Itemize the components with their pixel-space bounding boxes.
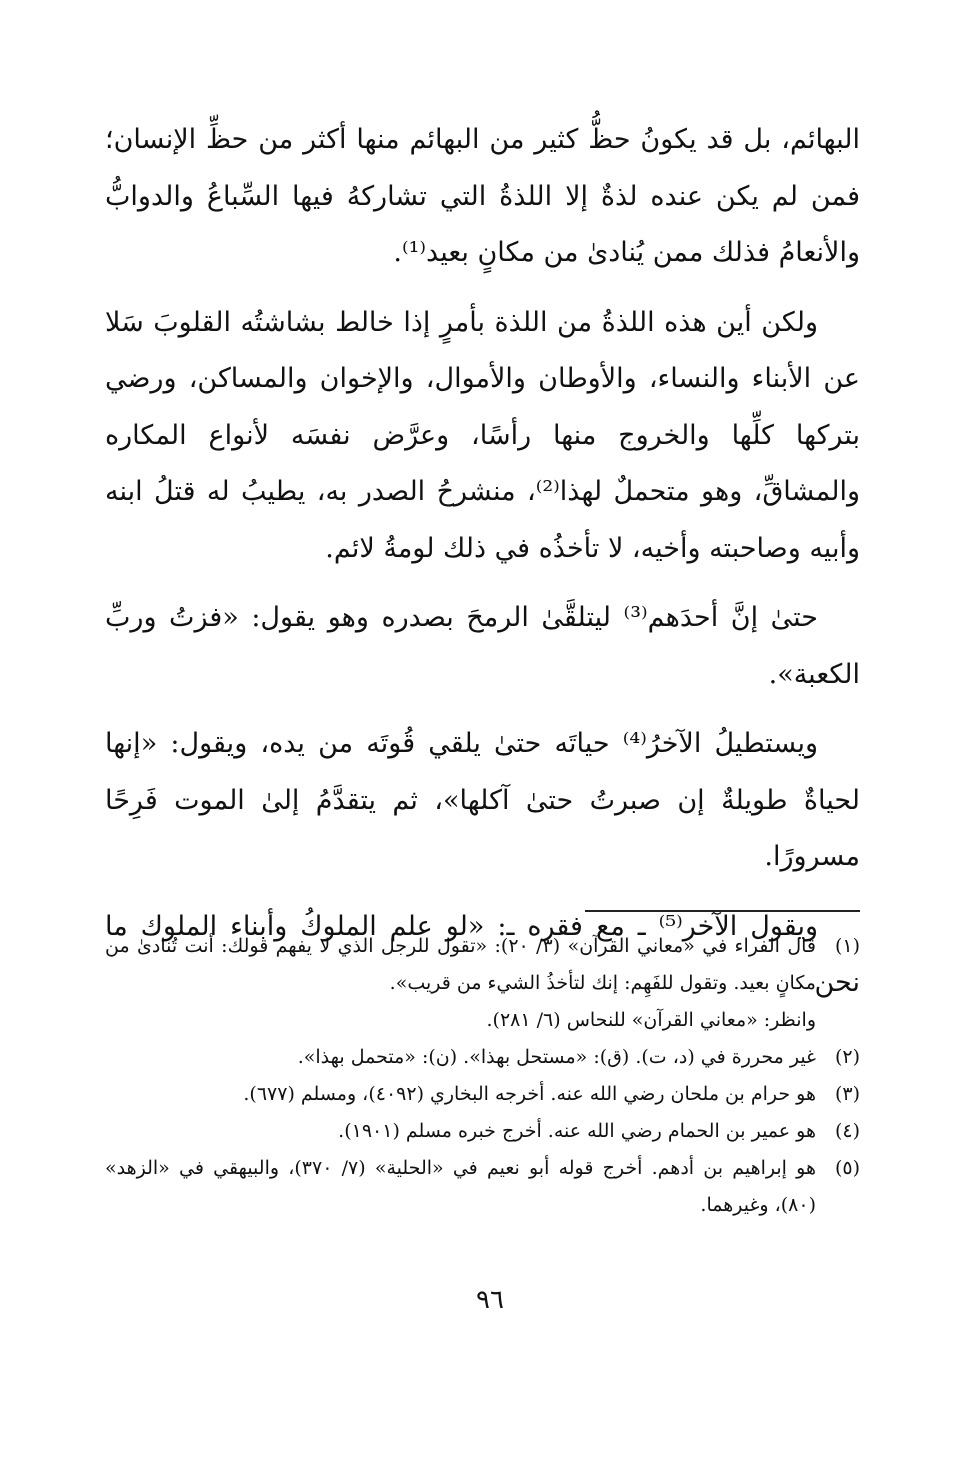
footnote-separator [585, 910, 860, 912]
footnote-line: هو حرام بن ملحان رضي الله عنه. أخرجه البخاري (٤٠٩٢)، ومسلم (٦٧٧). [243, 1083, 816, 1105]
footnote [105, 1076, 860, 1113]
footnote [105, 1150, 860, 1224]
paragraph: البهائم، بل قد يكونُ حظُّ كثير من البهائم منها أكثر من حظِّ الإنسان؛ فمن لم يكن عنده لذةٌ إلا اللذةُ التي تشاركهُ فيها السِّباعُ والدوابُّ والأنعامُ فذلك ممن يُنادىٰ من مكانٍ بعيد⁽¹⁾. [105, 124, 860, 268]
footnote-line: قال الفراء في «معاني القرآن» (٣/ ٢٠): «تقول للرجل الذي لا يفهم قولك: أنت تُنادىٰ من مكانٍ بعيد. وتقول للفَهِم: إنك لتأخذُ الشيء من قريب». [105, 935, 816, 994]
paragraph: ويستطيلُ الآخرُ⁽⁴⁾ حياتَه حتىٰ يلقي قُوتَه من يده، ويقول: «إنها لحياةٌ طويلةٌ إن صبرتُ حتىٰ آكلها»، ثم يتقدَّمُ إلىٰ الموت فَرِحًا مسرورًا. [105, 728, 860, 872]
footnote-text [105, 1150, 816, 1224]
footnote-line: هو إبراهيم بن أدهم. أخرج قوله أبو نعيم في «الحلية» (٧/ ٣٧٠)، والبيهقي في «الزهد» (٨٠)، وغيرهما. [105, 1157, 816, 1216]
footnote-line: هو عمير بن الحمام رضي الله عنه. أخرج خبره مسلم (١٩٠١). [338, 1120, 816, 1142]
footnote-number: (٥) [834, 1157, 860, 1179]
footnotes [105, 928, 860, 1224]
footnote-line: وانظر: «معاني القرآن» للنحاس (٦/ ٢٨١). [486, 1009, 816, 1031]
footnote-number: (١) [834, 935, 860, 957]
paragraph: ولكن أين هذه اللذةُ من اللذة بأمرٍ إذا خالط بشاشتُه القلوبَ سَلا عن الأبناء والنساء، والأوطان والأموال، والإخوان والمساكن، ورضي بتركها كلِّها والخروج منها رأسًا، وعرَّض نفسَه لأنواع المكاره والمشاقِّ، وهو متحملٌ لهذا⁽²⁾، منشرحُ الصدر به، يطيبُ له قتلُ ابنه وأبيه وصاحبته وأخيه، لا تأخذُه في ذلك لومةُ لائم. [105, 306, 860, 564]
paragraph: حتىٰ إنَّ أحدَهم⁽³⁾ ليتلقَّىٰ الرمحَ بصدره وهو يقول: «فزتُ وربِّ الكعبة». [105, 602, 860, 690]
footnote-line: غير محررة في (د، ت). (ق): «مستحل بهذا». (ن): «متحمل بهذا». [297, 1046, 816, 1068]
footnote-number: (٢) [834, 1046, 860, 1068]
paragraph: ويقول الآخر⁽⁵⁾ ـ مع فقره ـ: «لو علم الملوكُ وأبناء الملوك ما نحن [105, 910, 860, 998]
footnote-number: (٤) [834, 1120, 860, 1142]
page-number: ٩٦ [476, 1285, 504, 1315]
footnote-text [105, 928, 816, 1039]
footnote [105, 1113, 860, 1150]
footnote-text [105, 1076, 816, 1113]
footnote-text [105, 1113, 816, 1150]
main-text [105, 112, 860, 1012]
footnote-text [105, 1039, 816, 1076]
footnote [105, 1039, 860, 1076]
footnote [105, 928, 860, 1039]
footnote-number: (٣) [834, 1083, 860, 1105]
